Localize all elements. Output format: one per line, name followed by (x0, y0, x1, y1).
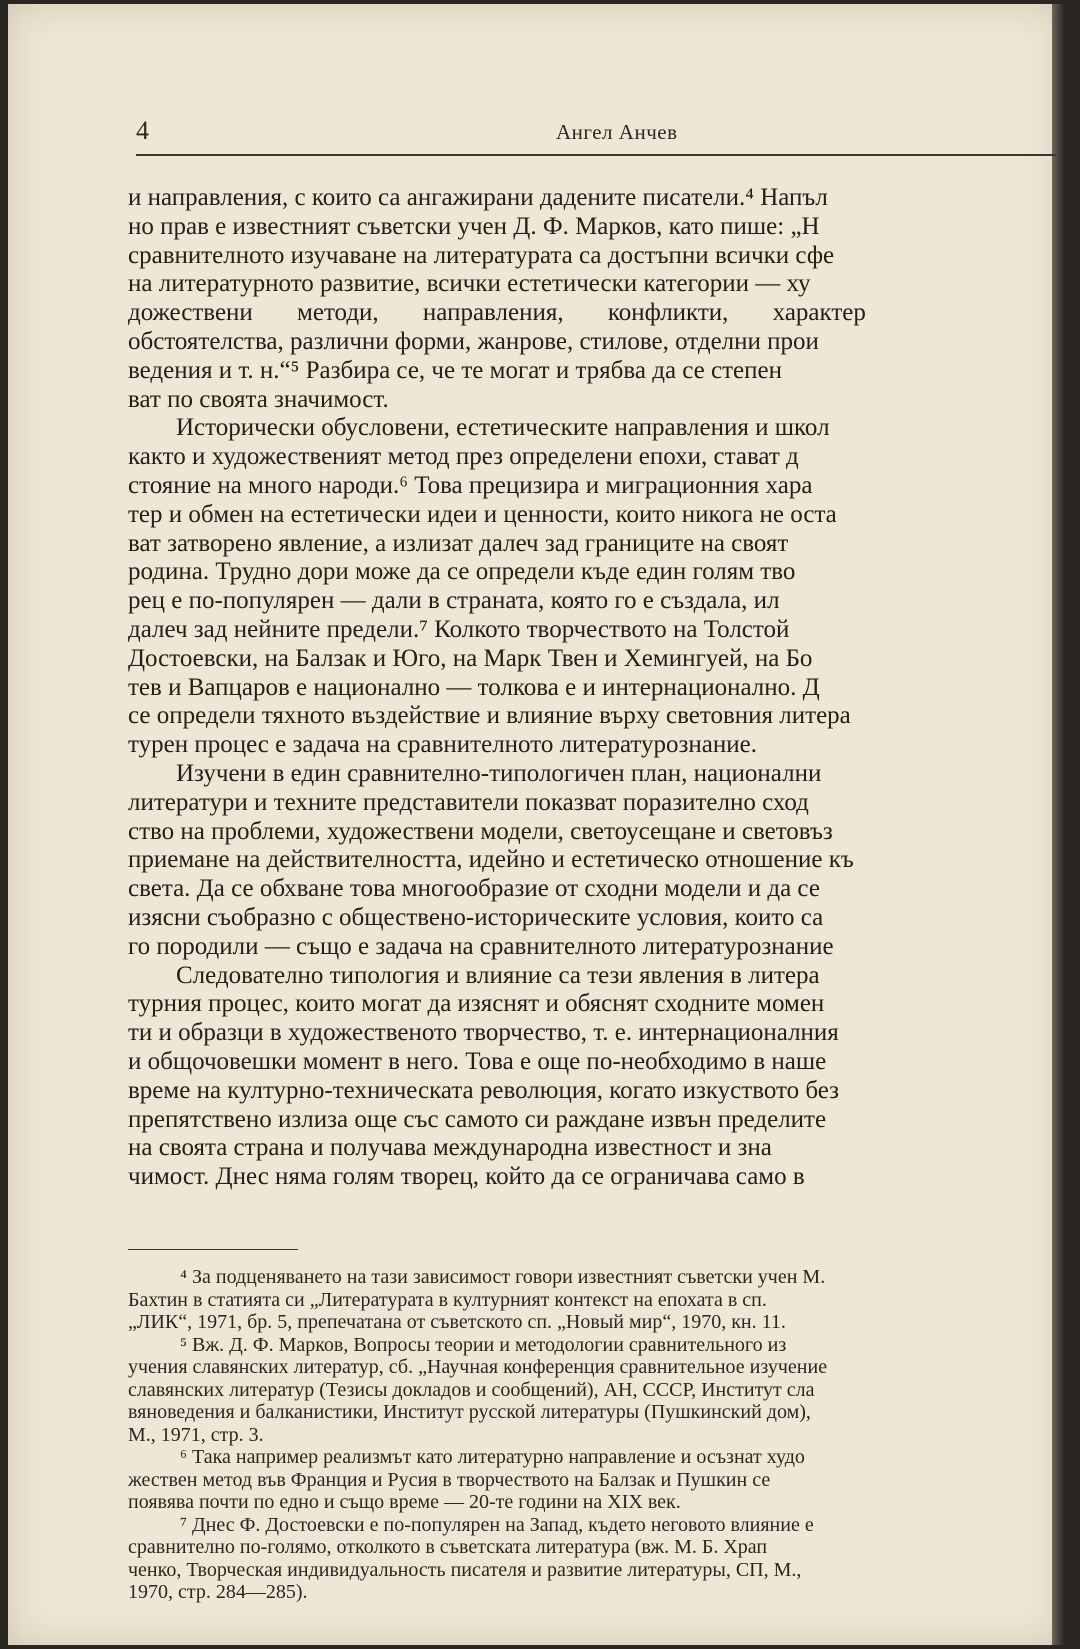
body-line: Изучени в един сравнително-типологичен план, национални (176, 759, 822, 787)
body-line: тер и обмен на естетически идеи и ценности, които никога не оста (128, 500, 837, 528)
footnotes (128, 1266, 1053, 1604)
page-number: 4 (136, 116, 149, 145)
body-line: турния процес, които могат да изяснят и обяснят сходните момен (128, 990, 825, 1018)
body-line: и общочовешки момент в него. Това е още по-необходимо в наше (128, 1047, 827, 1075)
body-line: ти и образци в художественото творчество, т. е. интернационалния (128, 1019, 839, 1047)
body-line: света. Да се обхване това многообразие от сходни модели и да се (128, 875, 820, 903)
footnote-line: ⁵ Вж. Д. Ф. Марков, Вопросы теории и методологии сравнительного из (180, 1333, 787, 1356)
footnote-line: ченко, Творческая индивидуальность писателя и развитие литературы, СП, М., (128, 1558, 802, 1581)
footnote-line: ⁷ Днес Ф. Достоевски е по-популярен на Запад, където неговото влияние е (180, 1513, 814, 1536)
footnote-line: вяноведения и балканистики, Институт русской литературы (Пушкинский дом), (128, 1401, 811, 1423)
body-line: както и художественият метод през определени епохи, стават д (128, 443, 799, 471)
footnote-line: Бахтин в статията си „Литературата в културният контекст на епохата в сп. (128, 1288, 767, 1311)
footnote-line: учения славянских литератур, сб. „Научная конференция сравнительное изучение (128, 1356, 828, 1378)
footnote-line: сравнително по-голямо, отколкото в съветската литература (вж. М. Б. Храп (128, 1536, 768, 1558)
body-line: но прав е известният съветски учен Д. Ф. Марков, като пише: „Н (128, 212, 820, 240)
body-line: стояние на много народи.⁶ Това прецизира и миграционния хара (128, 471, 813, 499)
body-line: на литературното развитие, всички естетически категории — ху (128, 270, 811, 298)
page-edge-shadow (1052, 4, 1064, 1645)
header-rule (136, 154, 1056, 156)
running-head: Ангел Анчев (556, 120, 678, 144)
page-header (136, 116, 1056, 156)
body-line: препятствено излиза още със самото си раждане извън пределите (128, 1105, 827, 1133)
body-line: чимост. Днес няма голям творец, който да се ограничава само в (128, 1163, 805, 1191)
footnote-line: 1970, стр. 284—285). (128, 1581, 308, 1603)
body-line: и направления, с които са ангажирани дадените писатели.⁴ Напъл (128, 184, 828, 211)
body-line: далеч зад нейните предели.⁷ Колкото творчеството на Толстой (128, 615, 790, 643)
body-line: Исторически обусловени, естетическите направления и школ (176, 414, 830, 442)
body-line: тев и Вапцаров е национално — толкова е и интернационално. Д (128, 673, 820, 701)
body-line: сравнителното изучаване на литературата са достъпни всички сфе (128, 241, 835, 269)
body-line: на своята страна и получава международна известност и зна (128, 1134, 772, 1162)
book-page (8, 4, 1064, 1645)
body-line: ват затворено явление, а излизат далеч зад границите на своят (128, 529, 789, 557)
footnote-line: появява почти по едно и също време — 20-те години на XIX век. (128, 1491, 681, 1513)
body-line: родина. Трудно дори може да се определи къде един голям тво (128, 558, 796, 586)
body-line: дожествени методи, направления, конфликти, характер (128, 299, 866, 327)
body-line: рец е по-популярен — дали в страната, която го е създала, ил (128, 587, 780, 615)
body-line: ват по своята значимост. (128, 385, 389, 413)
body-line: ведения и т. н.“⁵ Разбира се, че те могат и трябва да се степен (128, 356, 783, 384)
body-line: приемане на действителността, идейно и естетическо отношение къ (128, 846, 854, 874)
body-line: ство на проблеми, художествени модели, светоусещане и световъз (128, 817, 833, 845)
footnote-line: М., 1971, стр. 3. (128, 1423, 264, 1446)
body-line: изясни съобразно с обществено-историческите условия, които са (128, 903, 824, 931)
body-line: Достоевски, на Балзак и Юго, на Марк Твен и Хемингуей, на Бо (128, 644, 813, 672)
body-line: време на културно-техническата революция, когато изкуството без (128, 1076, 840, 1104)
footnote-rule (128, 1249, 298, 1250)
footnote-line: ⁴ За подценяването на тази зависимост говори известният съветски учен М. (180, 1266, 826, 1288)
footnote-line: славянских литератур (Тезисы докладов и сообщений), АН, СССР, Институт сла (128, 1378, 815, 1401)
footnote-line: „ЛИК“, 1971, бр. 5, препечатана от съветското сп. „Новый мир“, 1970, кн. 11. (128, 1311, 786, 1333)
body-line: го породили — също е задача на сравнителното литературознание (128, 932, 834, 960)
footnote-line: жествен метод във Франция и Русия в творчеството на Балзак и Пушкин се (128, 1468, 771, 1491)
body-text (128, 184, 1053, 1192)
body-line: литератури и техните представители показват поразително сход (128, 788, 809, 816)
body-line: Следователно типология и влияние са тези явления в литера (176, 961, 820, 989)
body-line: обстоятелства, различни форми, жанрове, стилове, отделни прои (128, 327, 819, 355)
body-line: се определи тяхното въздействие и влияние върху световния литера (128, 702, 851, 730)
body-line: турен процес е задача на сравнителното литературознание. (128, 731, 757, 759)
footnote-line: ⁶ Така например реализмът като литературно направление и осъзнат худо (180, 1446, 805, 1468)
